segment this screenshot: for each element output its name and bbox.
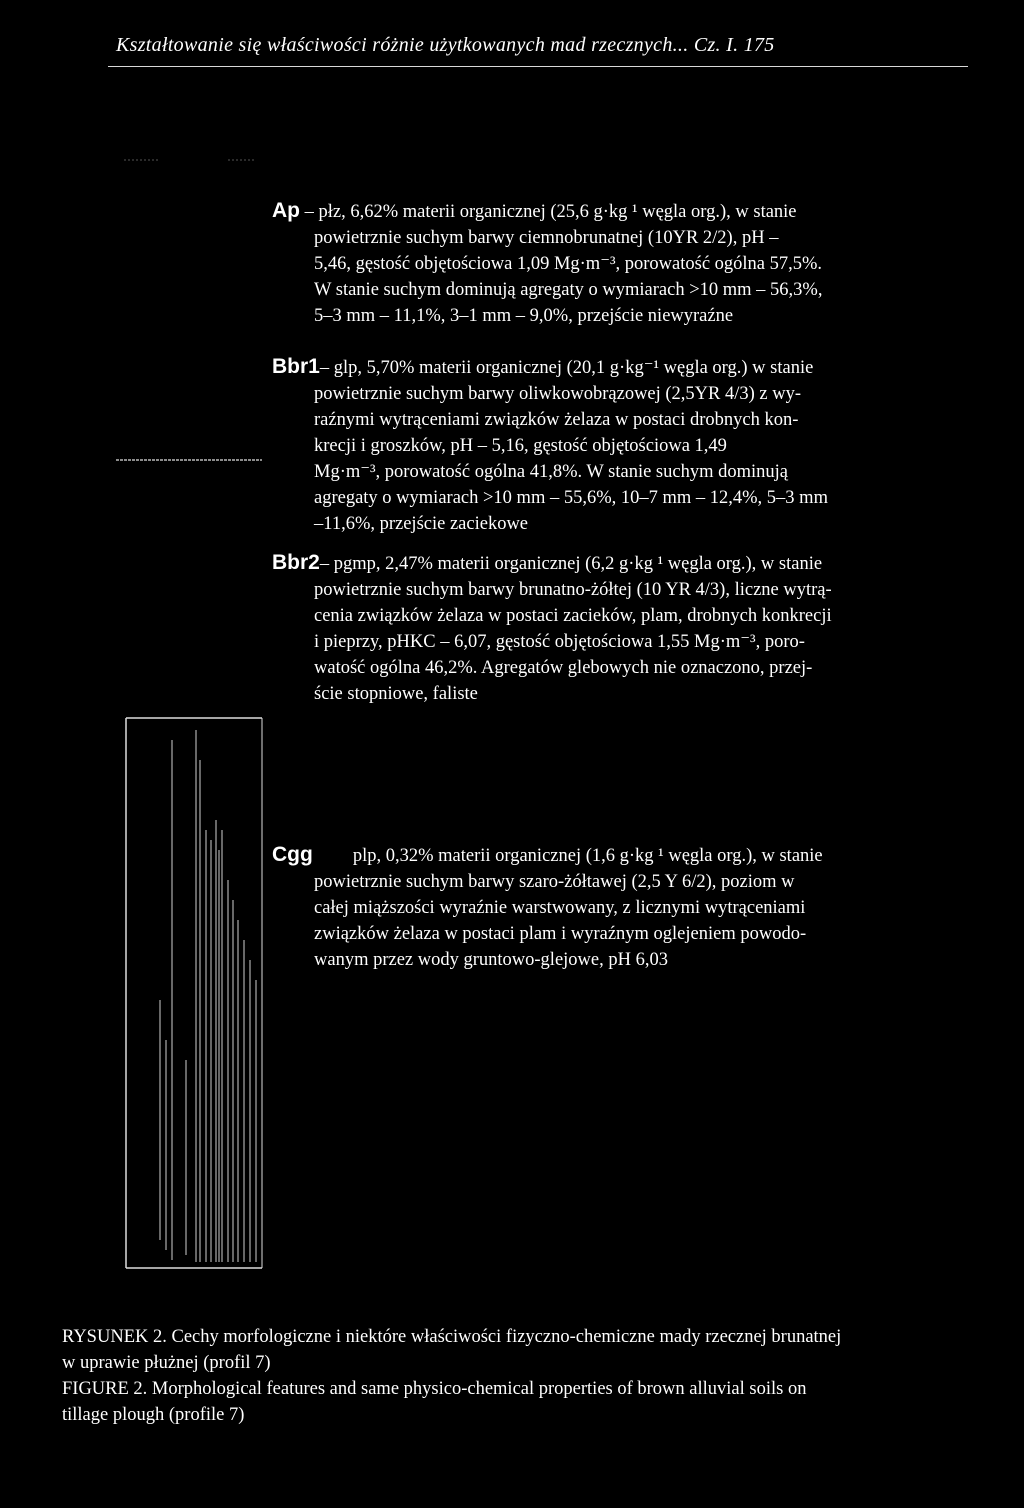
horizon-bbr1-line-5: Mg·m⁻³, porowatość ogólna 41,8%. W stanie suchym dominują bbox=[314, 462, 788, 482]
horizon-ap-line-2: powietrznie suchym barwy ciemnobrunatnej (10YR 2/2), pH – bbox=[314, 228, 779, 248]
horizon-bbr1-line-4: krecji i groszków, pH – 5,16, gęstość objętościowa 1,49 bbox=[314, 436, 727, 456]
caption-en-line-1: FIGURE 2. Morphological features and same physico-chemical properties of brown alluvial soils on bbox=[62, 1379, 807, 1399]
horizon-bbr2-line-1: – pgmp, 2,47% materii organicznej (6,2 g·kg ¹ węgla org.), w stanie bbox=[319, 554, 823, 574]
horizon-bbr2-line-4: i pieprzy, pHKC – 6,07, gęstość objętościowa 1,55 Mg·m⁻³, poro- bbox=[314, 632, 805, 652]
horizon-bbr1-line-3: raźnymi wytrąceniami związków żelaza w postaci drobnych kon- bbox=[314, 410, 799, 430]
horizon-cgg-line-4: związków żelaza w postaci plam i wyraźnym oglejeniem powodo- bbox=[314, 924, 807, 944]
horizon-bbr2-line-6: ście stopniowe, faliste bbox=[314, 684, 478, 704]
horizon-bbr1-line-2: powietrznie suchym barwy oliwkowobrązowej (2,5YR 4/3) z wy- bbox=[314, 384, 802, 404]
horizon-cgg-label: Cgg bbox=[272, 843, 313, 866]
horizon-ap-line-4: W stanie suchym dominują agregaty o wymiarach >10 mm – 56,3%, bbox=[314, 280, 823, 300]
horizon-bbr2-line-3: cenia związków żelaza w postaci zacieków, plam, drobnych konkrecji bbox=[314, 606, 832, 626]
header-rule bbox=[108, 66, 968, 67]
caption-en-line-2: tillage plough (profile 7) bbox=[62, 1405, 245, 1425]
running-header: Kształtowanie się właściwości różnie użytkowanych mad rzecznych... Cz. I. 175 bbox=[116, 34, 775, 56]
stratification-lines bbox=[160, 730, 256, 1262]
horizon-ap bbox=[272, 198, 822, 329]
horizon-ap-line-3: 5,46, gęstość objętościowa 1,09 Mg·m⁻³, porowatość ogólna 57,5%. bbox=[314, 254, 823, 274]
horizon-ap-line-5: 5–3 mm – 11,1%, 3–1 mm – 9,0%, przejście niewyraźne bbox=[314, 306, 734, 326]
horizon-bbr2-line-5: watość ogólna 46,2%. Agregatów glebowych nie oznaczono, przej- bbox=[314, 658, 813, 678]
horizon-bbr2-label: Bbr2 bbox=[272, 551, 320, 574]
horizon-bbr1 bbox=[272, 354, 828, 537]
horizon-bbr1-line-1: – glp, 5,70% materii organicznej (20,1 g·kg⁻¹ węgla org.) w stanie bbox=[319, 358, 814, 378]
horizon-cgg-line-3: całej miąższości wyraźnie warstwowany, z licznymi wytrąceniami bbox=[314, 898, 806, 918]
horizon-cgg bbox=[272, 842, 823, 973]
horizon-ap-label: Ap bbox=[272, 199, 300, 222]
caption-pl-line-2: w uprawie płużnej (profil 7) bbox=[62, 1353, 271, 1373]
horizon-bbr1-line-6: agregaty o wymiarach >10 mm – 55,6%, 10–7 mm – 12,4%, 5–3 mm bbox=[314, 488, 828, 508]
caption-pl-line-1: RYSUNEK 2. Cechy morfologiczne i niektóre właściwości fizyczno-chemiczne mady rzecznej brunatnej bbox=[62, 1327, 842, 1347]
horizon-bbr1-label: Bbr1 bbox=[272, 355, 320, 378]
horizon-ap-line-1: – płz, 6,62% materii organicznej (25,6 g·kg ¹ węgla org.), w stanie bbox=[304, 202, 797, 222]
horizon-cgg-line-1: plp, 0,32% materii organicznej (1,6 g·kg ¹ węgla org.), w stanie bbox=[352, 846, 823, 866]
figure-caption bbox=[62, 1324, 982, 1428]
horizon-bbr2 bbox=[272, 550, 832, 707]
horizon-bbr1-line-7: –11,6%, przejście zaciekowe bbox=[314, 514, 529, 534]
horizon-cgg-line-2: powietrznie suchym barwy szaro-żółtawej (2,5 Y 6/2), poziom w bbox=[314, 872, 795, 892]
horizon-bbr2-line-2: powietrznie suchym barwy brunatno-żółtej (10 YR 4/3), liczne wytrą- bbox=[314, 580, 832, 600]
horizon-cgg-line-5: wanym przez wody gruntowo-glejowe, pH 6,03 bbox=[314, 950, 668, 970]
